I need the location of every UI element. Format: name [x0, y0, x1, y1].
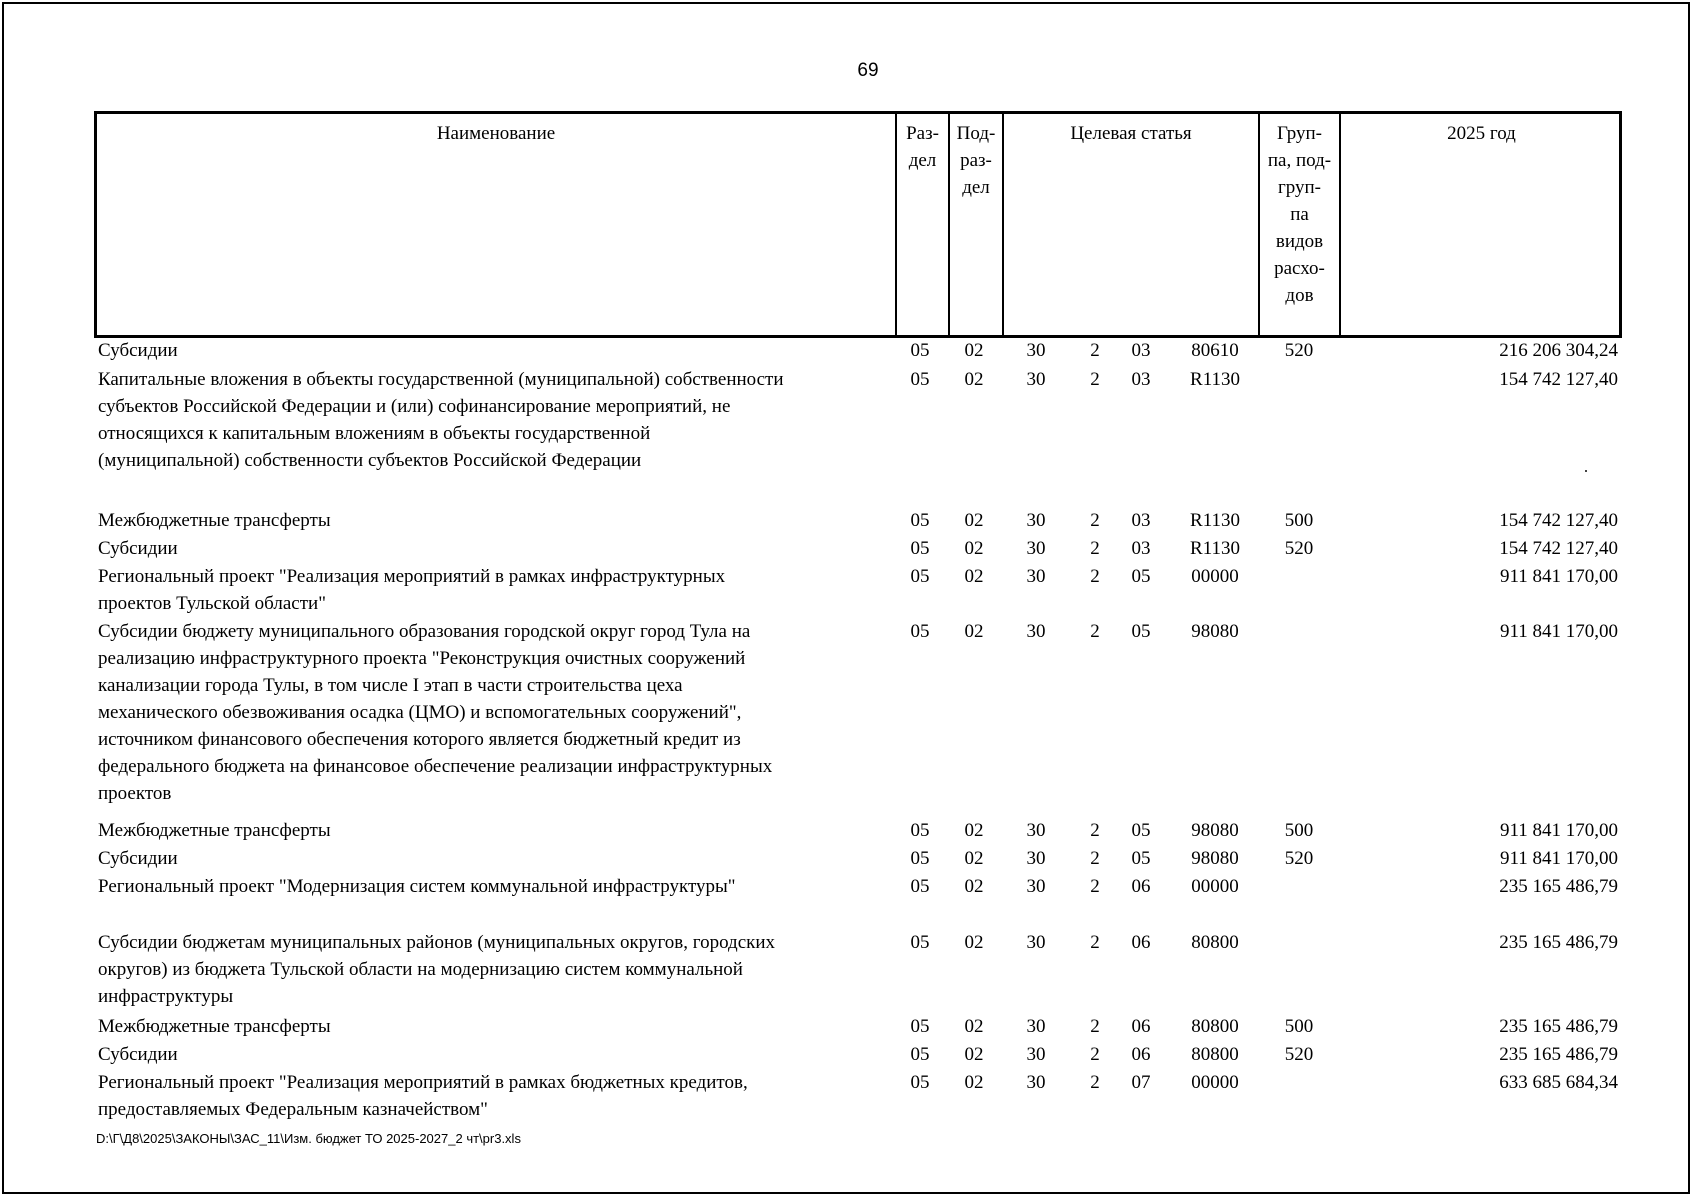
header-group-line: расхо- — [1274, 258, 1325, 279]
cell-t1: 30 — [1026, 510, 1046, 531]
cell-g: 500 — [1284, 510, 1314, 531]
cell-g: 520 — [1284, 538, 1314, 559]
cell-t3: 06 — [1131, 932, 1151, 953]
row-name-line: Региональный проект "Реализация мероприятий в рамках бюджетных кредитов, — [98, 1072, 748, 1093]
cell-t1: 30 — [1026, 1016, 1046, 1037]
cell-amount: 235 165 486,79 — [1499, 876, 1618, 897]
cell-g: 520 — [1284, 340, 1314, 361]
header-razdel-line: Раз- — [906, 123, 939, 144]
row-name-line: Субсидии — [98, 848, 178, 869]
cell-r: 05 — [910, 1044, 930, 1065]
header-year: 2025 год — [1447, 123, 1516, 144]
cell-r: 05 — [910, 876, 930, 897]
page-number: 69 — [857, 60, 879, 81]
cell-t2: 2 — [1090, 566, 1100, 587]
cell-t1: 30 — [1026, 1044, 1046, 1065]
row-name-line: Субсидии — [98, 1044, 178, 1065]
cell-t4: R1130 — [1190, 510, 1240, 531]
cell-t3: 03 — [1131, 510, 1151, 531]
cell-t1: 30 — [1026, 1072, 1046, 1093]
cell-p: 02 — [964, 1072, 984, 1093]
row-name — [98, 535, 888, 562]
cell-t3: 06 — [1131, 1016, 1151, 1037]
cell-p: 02 — [964, 932, 984, 953]
cell-t4: R1130 — [1190, 538, 1240, 559]
row-name-line: предоставляемых Федеральным казначейством" — [98, 1099, 488, 1120]
header-group-line: па, под- — [1267, 150, 1332, 171]
row-name-line: проектов Тульской области" — [98, 593, 326, 614]
cell-t3: 05 — [1131, 566, 1151, 587]
header-podrazdel-line: дел — [962, 177, 990, 198]
cell-g: 520 — [1284, 848, 1314, 869]
cell-p: 02 — [964, 1016, 984, 1037]
header-target: Целевая статья — [1070, 123, 1192, 144]
row-name-line: относящихся к капитальным вложениям в объекты государственной — [98, 423, 651, 444]
cell-r: 05 — [910, 621, 930, 642]
row-name-line: Субсидии — [98, 340, 178, 361]
cell-amount: 154 742 127,40 — [1499, 369, 1618, 390]
cell-p: 02 — [964, 848, 984, 869]
cell-t3: 03 — [1131, 340, 1151, 361]
cell-t2: 2 — [1090, 538, 1100, 559]
cell-t4: 80800 — [1191, 932, 1239, 953]
cell-amount: 911 841 170,00 — [1499, 848, 1618, 869]
cell-g: 500 — [1284, 820, 1314, 841]
cell-r: 05 — [910, 932, 930, 953]
row-name-line: Субсидии бюджету муниципального образования городской округ город Тула на — [98, 621, 751, 642]
cell-t4: 80800 — [1191, 1044, 1239, 1065]
cell-amount: 633 685 684,34 — [1499, 1072, 1618, 1093]
cell-t2: 2 — [1090, 820, 1100, 841]
header-razdel-line: дел — [908, 150, 937, 171]
row-name-line: Межбюджетные трансферты — [98, 820, 331, 841]
cell-amount: 216 206 304,24 — [1499, 340, 1618, 361]
row-name-line: округов) из бюджета Тульской области на модернизацию систем коммунальной — [98, 959, 743, 980]
cell-amount: 235 165 486,79 — [1499, 1016, 1618, 1037]
cell-p: 02 — [964, 621, 984, 642]
cell-r: 05 — [910, 1072, 930, 1093]
cell-t4: R1130 — [1190, 369, 1240, 390]
cell-t3: 05 — [1131, 820, 1151, 841]
cell-t4: 00000 — [1191, 566, 1239, 587]
cell-r: 05 — [910, 1016, 930, 1037]
row-name — [98, 366, 888, 474]
cell-t3: 03 — [1131, 369, 1151, 390]
row-name-line: проектов — [98, 783, 172, 804]
row-name-line: реализацию инфраструктурного проекта "Реконструкция очистных сооружений — [98, 648, 746, 669]
cell-p: 02 — [964, 340, 984, 361]
row-name — [98, 507, 888, 534]
cell-r: 05 — [910, 848, 930, 869]
cell-amount: 235 165 486,79 — [1499, 1044, 1618, 1065]
cell-amount: 911 841 170,00 — [1499, 820, 1618, 841]
cell-amount: 235 165 486,79 — [1499, 932, 1618, 953]
cell-t2: 2 — [1090, 848, 1100, 869]
header-podrazdel-line: Под- — [956, 123, 996, 144]
cell-t1: 30 — [1026, 621, 1046, 642]
cell-t4: 80800 — [1191, 1016, 1239, 1037]
cell-t3: 06 — [1131, 876, 1151, 897]
scan-dot — [1585, 470, 1587, 472]
cell-p: 02 — [964, 538, 984, 559]
cell-t2: 2 — [1090, 1016, 1100, 1037]
cell-p: 02 — [964, 510, 984, 531]
header-group-line: дов — [1285, 285, 1314, 306]
cell-amount: 154 742 127,40 — [1499, 510, 1618, 531]
header-group-line: па — [1290, 204, 1309, 225]
cell-p: 02 — [964, 876, 984, 897]
row-name-line: Межбюджетные трансферты — [98, 510, 331, 531]
column-divider — [1339, 114, 1341, 335]
cell-p: 02 — [964, 1044, 984, 1065]
row-name-line: федерального бюджета на финансовое обеспечение реализации инфраструктурных — [98, 756, 773, 777]
row-name — [98, 1069, 888, 1123]
cell-t3: 05 — [1131, 848, 1151, 869]
row-name — [98, 563, 888, 617]
row-name-line: Межбюджетные трансферты — [98, 1016, 331, 1037]
row-name-line: (муниципальной) собственности субъектов Российской Федерации — [98, 450, 642, 471]
cell-g: 500 — [1284, 1016, 1314, 1037]
cell-p: 02 — [964, 369, 984, 390]
header-group-line: Груп- — [1276, 123, 1323, 144]
cell-t4: 98080 — [1191, 621, 1239, 642]
cell-p: 02 — [964, 566, 984, 587]
column-divider — [1002, 114, 1004, 335]
cell-t1: 30 — [1026, 820, 1046, 841]
row-name — [98, 618, 888, 807]
row-name-line: Субсидии бюджетам муниципальных районов (муниципальных округов, городских — [98, 932, 776, 953]
cell-t2: 2 — [1090, 876, 1100, 897]
header-group — [1260, 120, 1339, 309]
file-path-footer: D:\Г\Д8\2025\ЗАКОНЫ\ЗАС_11\Изм. бюджет ТО 2025-2027_2 чт\pr3.xls — [96, 1131, 521, 1146]
cell-r: 05 — [910, 340, 930, 361]
cell-amount: 154 742 127,40 — [1499, 538, 1618, 559]
cell-t3: 07 — [1131, 1072, 1151, 1093]
row-name — [98, 929, 888, 1010]
row-name — [98, 337, 888, 364]
cell-t4: 80610 — [1191, 340, 1239, 361]
cell-t4: 00000 — [1191, 876, 1239, 897]
cell-t2: 2 — [1090, 1044, 1100, 1065]
cell-amount: 911 841 170,00 — [1499, 566, 1618, 587]
row-name — [98, 873, 888, 900]
cell-t4: 98080 — [1191, 848, 1239, 869]
table-header — [94, 111, 1622, 338]
row-name — [98, 817, 888, 844]
cell-t1: 30 — [1026, 848, 1046, 869]
cell-t1: 30 — [1026, 932, 1046, 953]
cell-p: 02 — [964, 820, 984, 841]
row-name-line: источником финансового обеспечения которого является бюджетный кредит из — [98, 729, 741, 750]
cell-r: 05 — [910, 369, 930, 390]
cell-r: 05 — [910, 566, 930, 587]
row-name-line: инфраструктуры — [98, 986, 234, 1007]
row-name-line: субъектов Российской Федерации и (или) софинансирование мероприятий, не — [98, 396, 731, 417]
cell-t3: 06 — [1131, 1044, 1151, 1065]
row-name-line: Субсидии — [98, 538, 178, 559]
row-name-line: канализации города Тулы, в том числе I этап в части строительства цеха — [98, 675, 683, 696]
header-podrazdel-line: раз- — [960, 150, 992, 171]
header-podrazdel — [950, 120, 1002, 201]
row-name-line: Капитальные вложения в объекты государственной (муниципальной) собственности — [98, 369, 784, 390]
cell-t2: 2 — [1090, 510, 1100, 531]
cell-t1: 30 — [1026, 566, 1046, 587]
cell-t2: 2 — [1090, 932, 1100, 953]
cell-t2: 2 — [1090, 340, 1100, 361]
header-group-line: груп- — [1277, 177, 1322, 198]
cell-t3: 05 — [1131, 621, 1151, 642]
cell-t1: 30 — [1026, 369, 1046, 390]
cell-t4: 98080 — [1191, 820, 1239, 841]
cell-r: 05 — [910, 510, 930, 531]
header-group-line: видов — [1275, 231, 1324, 252]
row-name-line: Региональный проект "Реализация мероприятий в рамках инфраструктурных — [98, 566, 726, 587]
cell-r: 05 — [910, 820, 930, 841]
cell-t2: 2 — [1090, 621, 1100, 642]
cell-g: 520 — [1284, 1044, 1314, 1065]
header-name: Наименование — [436, 123, 556, 144]
cell-t2: 2 — [1090, 369, 1100, 390]
row-name — [98, 845, 888, 872]
cell-t4: 00000 — [1191, 1072, 1239, 1093]
cell-r: 05 — [910, 538, 930, 559]
cell-t1: 30 — [1026, 340, 1046, 361]
row-name-line: Региональный проект "Модернизация систем коммунальной инфраструктуры" — [98, 876, 736, 897]
cell-t1: 30 — [1026, 876, 1046, 897]
row-name — [98, 1041, 888, 1068]
cell-amount: 911 841 170,00 — [1499, 621, 1618, 642]
cell-t3: 03 — [1131, 538, 1151, 559]
cell-t2: 2 — [1090, 1072, 1100, 1093]
row-name-line: механического обезвоживания осадка (ЦМО) и вспомогательных сооружений", — [98, 702, 742, 723]
row-name — [98, 1013, 888, 1040]
header-razdel — [897, 120, 948, 174]
cell-t1: 30 — [1026, 538, 1046, 559]
